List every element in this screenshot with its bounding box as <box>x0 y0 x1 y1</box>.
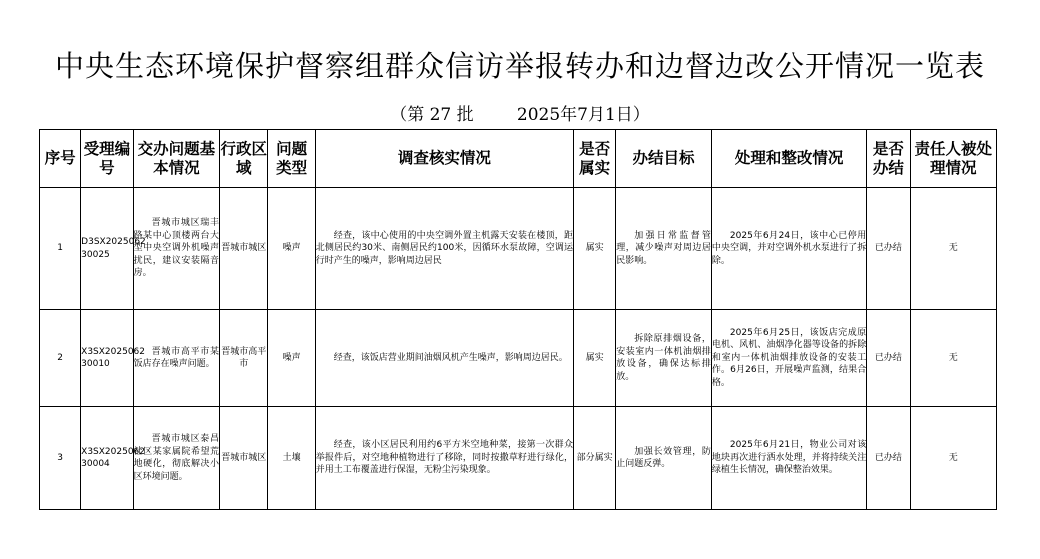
header-closed: 是否办结 <box>867 130 910 188</box>
cell-investigation: 经查，该中心使用的中央空调外置主机露天安装在楼顶，距北侧居民约30米、南侧居民约100米，因循环水泵故障，空调运行时产生的噪声，影响周边居民 <box>315 188 573 310</box>
cell-accountability: 无 <box>910 310 997 407</box>
cell-type: 噪声 <box>268 310 315 407</box>
cell-handling: 2025年6月21日，物业公司对该地块再次进行洒水处理，并将持续关注绿植生长情况，确保整治效果。 <box>711 407 866 510</box>
cell-type: 土壤 <box>268 407 315 510</box>
cell-handling: 2025年6月24日，该中心已停用中央空调，并对空调外机水泵进行了拆除。 <box>711 188 866 310</box>
header-handling: 处理和整改情况 <box>711 130 866 188</box>
table-row <box>40 310 997 407</box>
header-region: 行政区域 <box>220 130 268 188</box>
cell-issue: 晋城市高平市某饭店存在噪声问题。 <box>133 310 219 407</box>
cell-handling: 2025年6月25日，该饭店完成原电机、风机、油烟净化器等设备的拆除和室内一体机油烟排放设备的安装工作。6月26日，开展噪声监测，结果合格。 <box>711 310 866 407</box>
cell-verified: 属实 <box>574 188 616 310</box>
cell-goal: 加强日常监督管理，减少噪声对周边居民影响。 <box>616 188 712 310</box>
table-header-row <box>40 130 997 188</box>
header-no: 序号 <box>40 130 81 188</box>
document-title: 中央生态环境保护督察组群众信访举报转办和边督边改公开情况一览表 <box>54 49 985 83</box>
cell-no: 2 <box>40 310 81 407</box>
cell-issue: 晋城市城区泰昌社区某家属院希望荒地硬化，彻底解决小区环境问题。 <box>133 407 219 510</box>
cell-verified: 部分属实 <box>574 407 616 510</box>
header-goal: 办结目标 <box>616 130 712 188</box>
header-accountability: 责任人被处理情况 <box>910 130 997 188</box>
report-table <box>39 129 997 510</box>
cell-region: 晋城市城区 <box>220 188 268 310</box>
cell-no: 1 <box>40 188 81 310</box>
cell-region: 晋城市高平市 <box>220 310 268 407</box>
cell-accountability: 无 <box>910 188 997 310</box>
header-type: 问题类型 <box>268 130 315 188</box>
header-verified: 是否属实 <box>574 130 616 188</box>
header-issue: 交办问题基本情况 <box>133 130 219 188</box>
cell-verified: 属实 <box>574 310 616 407</box>
cell-closed: 已办结 <box>867 188 910 310</box>
cell-investigation: 经查，该饭店营业期间油烟风机产生噪声，影响周边居民。 <box>315 310 573 407</box>
cell-type: 噪声 <box>268 188 315 310</box>
cell-region: 晋城市城区 <box>220 407 268 510</box>
cell-investigation: 经查，该小区居民利用约6平方米空地种菜，接第一次群众举报件后，对空地种植物进行了移除，同时按撒草籽进行绿化，并用土工布覆盖进行保湿，无粉尘污染现象。 <box>315 407 573 510</box>
header-case-id: 受理编号 <box>81 130 133 188</box>
cell-case-id: D3SX2025062 30025 <box>81 188 133 310</box>
cell-closed: 已办结 <box>867 310 910 407</box>
document-subtitle: （第 27 批 2025年7月1日） <box>390 105 650 125</box>
cell-case-id: X3SX2025062 30010 <box>81 310 133 407</box>
cell-goal: 拆除原排烟设备，安装室内一体机油烟排放设备，确保达标排放。 <box>616 310 712 407</box>
table-row <box>40 407 997 510</box>
cell-case-id: X3SX2025062 30004 <box>81 407 133 510</box>
table-row <box>40 188 997 310</box>
cell-goal: 加强长效管理，防止问题反弹。 <box>616 407 712 510</box>
cell-issue: 晋城市城区瑞丰路某中心顶楼两台大型中央空调外机噪声扰民，建议安装隔音房。 <box>133 188 219 310</box>
cell-no: 3 <box>40 407 81 510</box>
cell-closed: 已办结 <box>867 407 910 510</box>
header-investigation: 调查核实情况 <box>315 130 573 188</box>
cell-accountability: 无 <box>910 407 997 510</box>
